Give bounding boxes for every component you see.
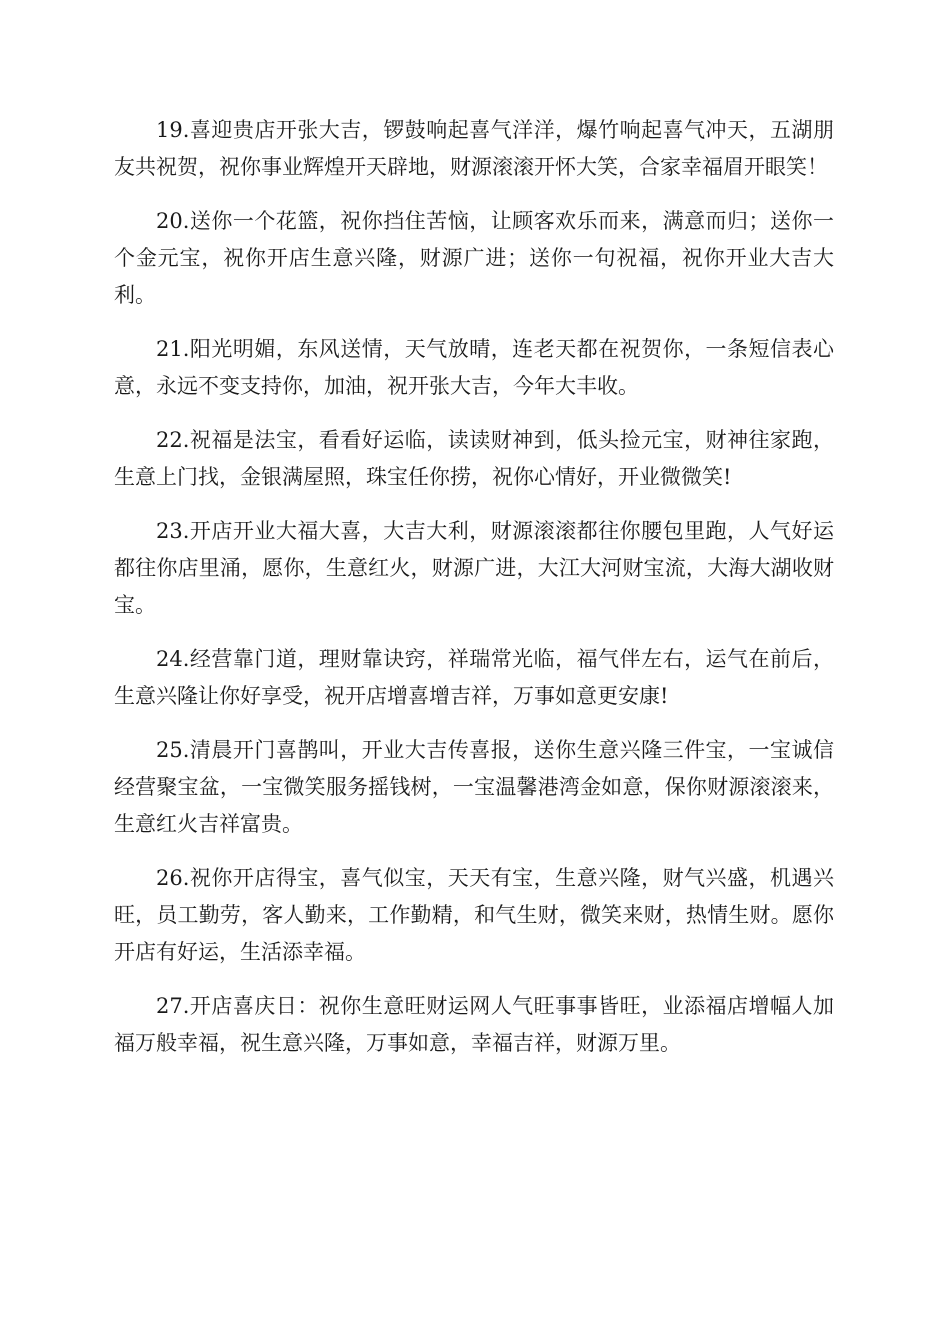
paragraph-21: 21.阳光明媚，东风送情，天气放晴，连老天都在祝贺你，一条短信表心意，永远不变支持你，加油，祝开张大吉，今年大丰收。 bbox=[114, 337, 834, 398]
paragraph-24: 24.经营靠门道，理财靠诀窍，祥瑞常光临，福气伴左右，运气在前后，生意兴隆让你好享受，祝开店增喜增吉祥，万事如意更安康! bbox=[114, 647, 834, 708]
paragraph-20: 20.送你一个花篮，祝你挡住苦恼，让顾客欢乐而来，满意而归；送你一个金元宝，祝你开店生意兴隆，财源广进；送你一句祝福，祝你开业大吉大利。 bbox=[114, 209, 834, 307]
paragraph-27: 27.开店喜庆日：祝你生意旺财运网人气旺事事皆旺，业添福店增幅人加福万般幸福，祝生意兴隆，万事如意，幸福吉祥，财源万里。 bbox=[114, 994, 834, 1055]
paragraph-25: 25.清晨开门喜鹊叫，开业大吉传喜报，送你生意兴隆三件宝，一宝诚信经营聚宝盆，一宝微笑服务摇钱树，一宝温馨港湾金如意，保你财源滚滚来，生意红火吉祥富贵。 bbox=[114, 738, 834, 836]
paragraph-26: 26.祝你开店得宝，喜气似宝，天天有宝，生意兴隆，财气兴盛，机遇兴旺，员工勤劳，客人勤来，工作勤精，和气生财，微笑来财，热情生财。愿你开店有好运，生活添幸福。 bbox=[114, 866, 834, 964]
paragraph-19: 19.喜迎贵店开张大吉，锣鼓响起喜气洋洋，爆竹响起喜气冲天，五湖朋友共祝贺，祝你事业辉煌开天辟地，财源滚滚开怀大笑，合家幸福眉开眼笑！ bbox=[114, 118, 834, 179]
paragraph-22: 22.祝福是法宝，看看好运临，读读财神到，低头捡元宝，财神往家跑，生意上门找，金银满屋照，珠宝任你捞，祝你心情好，开业微微笑! bbox=[114, 428, 834, 489]
document-body bbox=[114, 112, 834, 1079]
paragraph-23: 23.开店开业大福大喜，大吉大利，财源滚滚都往你腰包里跑，人气好运都往你店里涌，愿你，生意红火，财源广进，大江大河财宝流，大海大湖收财宝。 bbox=[114, 519, 834, 617]
